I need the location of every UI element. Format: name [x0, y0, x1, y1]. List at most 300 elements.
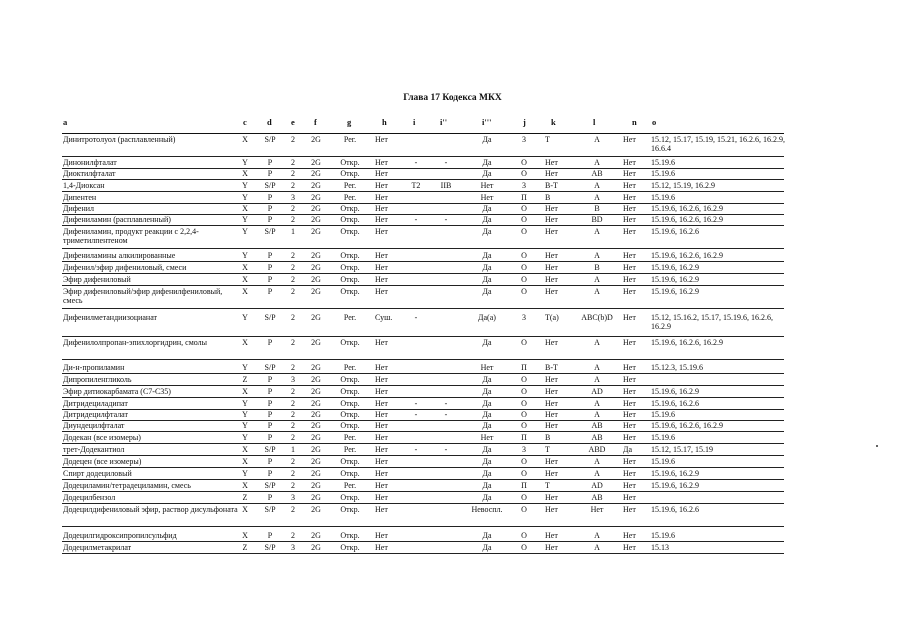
cell-d: P	[267, 251, 273, 260]
row-rule	[62, 248, 784, 249]
cell-g: Откр.	[340, 399, 360, 408]
cell-k: Нет	[545, 457, 558, 466]
cell-c: X	[242, 204, 248, 213]
cell-d: P	[267, 433, 273, 442]
cell-a: Дифениламин, продукт реакции с 2,2,4-триметилпентеном	[63, 227, 199, 245]
cell-e: 2	[291, 457, 295, 466]
cell-h: Суш.	[375, 313, 393, 322]
cell-h: Нет	[375, 135, 388, 144]
cell-o: 15.12, 15.17, 15.19	[651, 445, 713, 454]
cell-f: 2G	[311, 421, 321, 430]
cell-j: О	[521, 158, 527, 167]
cell-c: Y	[242, 313, 248, 322]
cell-j: О	[521, 399, 527, 408]
cell-d: P	[267, 469, 273, 478]
cell-g: Рег.	[343, 181, 357, 190]
cell-f: 2G	[311, 169, 321, 178]
cell-i2: IIВ	[440, 181, 452, 190]
cell-k: Нет	[545, 399, 558, 408]
cell-a: Дифенилолпропан-эпихлоргидрин, смолы	[63, 338, 208, 347]
cell-f: 2G	[311, 181, 321, 190]
cell-g: Рег.	[343, 433, 357, 442]
cell-n: Нет	[623, 505, 636, 514]
row-rule	[62, 308, 784, 309]
cell-a: Додекан (все изомеры)	[63, 433, 141, 442]
cell-h: Нет	[375, 505, 388, 514]
cell-i3: Да(а)	[478, 313, 496, 322]
cell-j: О	[521, 375, 527, 384]
cell-d: S/P	[264, 481, 276, 490]
cell-i: -	[414, 410, 418, 419]
cell-h: Нет	[375, 375, 388, 384]
cell-k: Нет	[545, 158, 558, 167]
cell-g: Откр.	[340, 338, 360, 347]
cell-f: 2G	[311, 399, 321, 408]
cell-k: Нет	[545, 287, 558, 296]
cell-e: 2	[291, 505, 295, 514]
cell-l: АВ	[591, 169, 603, 178]
cell-i: -	[414, 158, 418, 167]
cell-h: Нет	[375, 181, 388, 190]
cell-h: Нет	[375, 493, 388, 502]
cell-e: 2	[291, 387, 295, 396]
cell-g: Откр.	[340, 505, 360, 514]
cell-l: АВ	[591, 433, 603, 442]
cell-k: Т	[545, 135, 550, 144]
cell-i2: -	[444, 445, 448, 454]
cell-o: 15.19.6, 16.2.9	[651, 275, 699, 284]
cell-h: Нет	[375, 169, 388, 178]
cell-i2: -	[444, 158, 448, 167]
cell-d: P	[267, 375, 273, 384]
header-n: n	[632, 117, 637, 127]
cell-j: П	[521, 363, 527, 372]
cell-d: P	[267, 193, 273, 202]
cell-e: 2	[291, 313, 295, 322]
cell-f: 2G	[311, 505, 321, 514]
cell-d: P	[267, 531, 273, 540]
cell-g: Рег.	[343, 193, 357, 202]
cell-o: 15.12, 15.17, 15.19, 15.21, 16.2.6, 16.2.9, 16.6.4	[651, 135, 785, 153]
cell-c: X	[242, 338, 248, 347]
cell-k: Нет	[545, 275, 558, 284]
cell-g: Откр.	[340, 387, 360, 396]
row-rule	[62, 553, 784, 554]
cell-f: 2G	[311, 493, 321, 502]
cell-d: P	[267, 410, 273, 419]
cell-i3: Да	[482, 287, 492, 296]
cell-j: 3	[522, 181, 526, 190]
cell-e: 2	[291, 135, 295, 144]
cell-f: 2G	[311, 445, 321, 454]
cell-j: О	[521, 227, 527, 236]
cell-c: Y	[242, 469, 248, 478]
cell-h: Нет	[375, 445, 388, 454]
cell-g: Рег.	[343, 363, 357, 372]
row-rule	[62, 156, 784, 157]
cell-f: 2G	[311, 338, 321, 347]
cell-i3: Да	[482, 399, 492, 408]
cell-i3: Да	[482, 227, 492, 236]
cell-j: О	[521, 251, 527, 260]
cell-l: А	[594, 375, 600, 384]
cell-f: 2G	[311, 251, 321, 260]
cell-o: 15.19.6	[651, 158, 675, 167]
cell-e: 3	[291, 375, 295, 384]
cell-i3: Да	[482, 169, 492, 178]
cell-i: -	[414, 445, 418, 454]
cell-g: Откр.	[340, 287, 360, 296]
cell-e: 2	[291, 169, 295, 178]
cell-k: Нет	[545, 505, 558, 514]
cell-l: А	[594, 363, 600, 372]
cell-l: А	[594, 193, 600, 202]
cell-k: В-Т	[545, 363, 558, 372]
cell-g: Откр.	[340, 204, 360, 213]
cell-n: Нет	[623, 193, 636, 202]
cell-c: X	[242, 135, 248, 144]
cell-f: 2G	[311, 313, 321, 322]
cell-h: Нет	[375, 227, 388, 236]
cell-o: 15.19.6, 16.2.6, 16.2.9	[651, 338, 723, 347]
cell-j: О	[521, 457, 527, 466]
cell-d: P	[267, 204, 273, 213]
cell-c: X	[242, 263, 248, 272]
cell-n: Нет	[623, 457, 636, 466]
cell-f: 2G	[311, 375, 321, 384]
cell-k: Т	[545, 445, 550, 454]
cell-i3: Да	[482, 421, 492, 430]
cell-k: Нет	[545, 251, 558, 260]
cell-h: Нет	[375, 275, 388, 284]
header-g: g	[347, 117, 352, 127]
cell-e: 2	[291, 399, 295, 408]
cell-a: Спирт додециловый	[63, 469, 132, 478]
cell-f: 2G	[311, 193, 321, 202]
cell-e: 3	[291, 493, 295, 502]
cell-a: Додецилгидроксипропилсульфид	[63, 531, 177, 540]
cell-d: S/P	[264, 227, 276, 236]
cell-d: S/P	[264, 313, 276, 322]
cell-i3: Да	[482, 135, 492, 144]
cell-c: Y	[242, 181, 248, 190]
cell-o: 15.19.6, 16.2.6	[651, 399, 699, 408]
cell-e: 2	[291, 275, 295, 284]
row-rule	[62, 431, 784, 432]
cell-k: Т	[545, 481, 550, 490]
cell-j: О	[521, 387, 527, 396]
header-o: o	[652, 117, 657, 127]
cell-l: ABC(b)D	[581, 313, 613, 322]
row-rule	[62, 336, 784, 337]
cell-f: 2G	[311, 433, 321, 442]
cell-o: 15.19.6, 16.2.6	[651, 505, 699, 514]
cell-n: Нет	[623, 543, 636, 552]
cell-l: АВ	[591, 493, 603, 502]
row-rule	[62, 397, 784, 398]
cell-g: Рег.	[343, 481, 357, 490]
cell-i3: Нет	[480, 433, 494, 442]
cell-k: Нет	[545, 263, 558, 272]
cell-l: А	[594, 399, 600, 408]
cell-n: Нет	[623, 375, 636, 384]
cell-o: 15.19.6, 16.2.6, 16.2.9	[651, 421, 723, 430]
row-rule	[62, 479, 784, 480]
cell-g: Откр.	[340, 251, 360, 260]
cell-a: Додецилдифениловый эфир, раствор дисульфоната	[63, 505, 238, 514]
cell-j: О	[521, 338, 527, 347]
cell-h: Нет	[375, 481, 388, 490]
row-rule	[62, 273, 784, 274]
cell-j: П	[521, 481, 527, 490]
cell-d: P	[267, 387, 273, 396]
cell-j: П	[521, 193, 527, 202]
cell-k: Нет	[545, 375, 558, 384]
cell-c: X	[242, 445, 248, 454]
cell-n: Нет	[623, 215, 636, 224]
cell-d: P	[267, 215, 273, 224]
cell-h: Нет	[375, 338, 388, 347]
cell-g: Рег.	[343, 445, 357, 454]
cell-c: Y	[242, 363, 248, 372]
cell-o: 15.13	[651, 543, 669, 552]
cell-l: AD	[591, 387, 603, 396]
cell-l: АВ	[591, 421, 603, 430]
cell-c: X	[242, 505, 248, 514]
cell-n: Нет	[623, 169, 636, 178]
cell-l: А	[594, 287, 600, 296]
cell-n: Нет	[623, 481, 636, 490]
cell-j: О	[521, 204, 527, 213]
cell-c: X	[242, 531, 248, 540]
cell-g: Откр.	[340, 410, 360, 419]
cell-i3: Да	[482, 481, 492, 490]
cell-d: S/P	[264, 363, 276, 372]
cell-e: 2	[291, 287, 295, 296]
cell-c: Y	[242, 251, 248, 260]
cell-a: Додецилметакрилат	[63, 543, 132, 552]
cell-k: Нет	[545, 338, 558, 347]
cell-f: 2G	[311, 204, 321, 213]
cell-c: Y	[242, 421, 248, 430]
cell-i3: Да	[482, 387, 492, 396]
cell-j: О	[521, 169, 527, 178]
cell-i3: Да	[482, 410, 492, 419]
cell-j: О	[521, 469, 527, 478]
cell-a: Дипропиленгликоль	[63, 375, 132, 384]
cell-n: Нет	[623, 204, 636, 213]
cell-o: 15.12.3, 15.19.6	[651, 363, 703, 372]
cell-i3: Да	[482, 543, 492, 552]
cell-k: Нет	[545, 387, 558, 396]
cell-a: Дитридецилфталат	[63, 410, 129, 419]
cell-c: Y	[242, 193, 248, 202]
cell-f: 2G	[311, 275, 321, 284]
cell-o: 15.19.6, 16.2.9	[651, 469, 699, 478]
cell-f: 2G	[311, 469, 321, 478]
cell-c: Z	[242, 543, 248, 552]
cell-k: В-Т	[545, 181, 558, 190]
cell-g: Рег.	[343, 135, 357, 144]
cell-l: AD	[591, 481, 603, 490]
cell-j: О	[521, 263, 527, 272]
cell-h: Нет	[375, 421, 388, 430]
cell-k: Нет	[545, 531, 558, 540]
cell-k: Нет	[545, 215, 558, 224]
cell-a: трет-Додекантиол	[63, 445, 125, 454]
cell-a: Дифенил	[63, 204, 95, 213]
row-rule	[62, 373, 784, 374]
cell-d: P	[267, 399, 273, 408]
cell-e: 2	[291, 263, 295, 272]
cell-o: 15.19.6, 16.2.9	[651, 263, 699, 272]
cell-j: О	[521, 493, 527, 502]
header-j: j	[523, 117, 526, 127]
row-rule	[62, 526, 784, 527]
cell-a: Динонилфталат	[63, 158, 117, 167]
cell-c: X	[242, 287, 248, 296]
cell-l: А	[594, 469, 600, 478]
cell-a: Додециламин/тетрадециламин, смесь	[63, 481, 191, 490]
cell-l: BD	[591, 215, 603, 224]
page-title: Глава 17 Кодекса МКХ	[403, 93, 502, 103]
cell-l: А	[594, 158, 600, 167]
cell-d: P	[267, 287, 273, 296]
cell-h: Нет	[375, 158, 388, 167]
cell-o: 15.19.6	[651, 410, 675, 419]
cell-c: Y	[242, 227, 248, 236]
cell-g: Откр.	[340, 227, 360, 236]
cell-n: Нет	[623, 493, 636, 502]
cell-i: Т2	[411, 181, 421, 190]
cell-k: Нет	[545, 169, 558, 178]
cell-f: 2G	[311, 457, 321, 466]
row-rule	[62, 179, 784, 180]
cell-j: О	[521, 215, 527, 224]
cell-j: 3	[522, 135, 526, 144]
cell-l: А	[594, 275, 600, 284]
cell-c: Z	[242, 493, 248, 502]
cell-a: Дифенилметандиизоцианат	[63, 313, 158, 322]
header-l: l	[593, 117, 596, 127]
cell-e: 2	[291, 251, 295, 260]
cell-f: 2G	[311, 543, 321, 552]
header-e: e	[291, 117, 295, 127]
cell-e: 2	[291, 421, 295, 430]
cell-n: Нет	[623, 338, 636, 347]
cell-f: 2G	[311, 387, 321, 396]
row-rule	[62, 503, 784, 504]
cell-k: Нет	[545, 543, 558, 552]
cell-n: Нет	[623, 433, 636, 442]
cell-e: 2	[291, 469, 295, 478]
cell-a: Диундецилфталат	[63, 421, 125, 430]
cell-c: Y	[242, 215, 248, 224]
cell-a: Додецен (все изомеры)	[63, 457, 142, 466]
cell-k: Нет	[545, 493, 558, 502]
cell-f: 2G	[311, 263, 321, 272]
cell-l: ABD	[588, 445, 606, 454]
cell-o: 15.19.6, 16.2.9	[651, 387, 699, 396]
cell-l: В	[594, 204, 600, 213]
cell-l: А	[594, 338, 600, 347]
cell-d: P	[267, 158, 273, 167]
cell-l: А	[594, 457, 600, 466]
cell-i3: Да	[482, 263, 492, 272]
cell-k: Нет	[545, 421, 558, 430]
cell-d: P	[267, 169, 273, 178]
cell-h: Нет	[375, 287, 388, 296]
cell-n: Нет	[623, 227, 636, 236]
cell-o: 15.19.6	[651, 457, 675, 466]
cell-n: Нет	[623, 531, 636, 540]
cell-e: 2	[291, 158, 295, 167]
cell-h: Нет	[375, 263, 388, 272]
cell-j: О	[521, 505, 527, 514]
cell-g: Откр.	[340, 457, 360, 466]
cell-a: Эфир дифениловый	[63, 275, 131, 284]
cell-e: 1	[291, 445, 295, 454]
cell-l: А	[594, 135, 600, 144]
cell-h: Нет	[375, 215, 388, 224]
cell-e: 2	[291, 215, 295, 224]
cell-f: 2G	[311, 410, 321, 419]
cell-j: П	[521, 433, 527, 442]
row-rule	[62, 285, 784, 286]
header-c: c	[243, 117, 247, 127]
cell-a: Диоктилфталат	[63, 169, 116, 178]
cell-d: S/P	[264, 135, 276, 144]
cell-h: Нет	[375, 399, 388, 408]
cell-i3: Невоспл.	[471, 505, 503, 514]
cell-e: 2	[291, 531, 295, 540]
cell-i2: -	[444, 215, 448, 224]
cell-c: X	[242, 457, 248, 466]
cell-h: Нет	[375, 363, 388, 372]
cell-a: Дитридециладипат	[63, 399, 128, 408]
cell-k: В	[545, 433, 551, 442]
cell-d: P	[267, 493, 273, 502]
cell-n: Нет	[623, 399, 636, 408]
cell-l: А	[594, 543, 600, 552]
cell-c: Y	[242, 410, 248, 419]
row-rule	[62, 359, 784, 360]
cell-i3: Да	[482, 457, 492, 466]
cell-g: Откр.	[340, 263, 360, 272]
cell-e: 1	[291, 227, 295, 236]
cell-e: 2	[291, 481, 295, 490]
cell-c: X	[242, 275, 248, 284]
cell-i: -	[414, 215, 418, 224]
header-i: i	[413, 117, 416, 127]
cell-o: 15.12, 15.16.2, 15.17, 15.19.6, 16.2.6, 16.2.9	[651, 313, 773, 331]
cell-j: О	[521, 543, 527, 552]
cell-n: Нет	[623, 181, 636, 190]
cell-l: А	[594, 181, 600, 190]
row-rule	[62, 443, 784, 444]
cell-i: -	[414, 399, 418, 408]
cell-d: S/P	[264, 445, 276, 454]
cell-o: 15.19.6	[651, 169, 675, 178]
cell-d: S/P	[264, 543, 276, 552]
cell-g: Откр.	[340, 421, 360, 430]
cell-n: Нет	[623, 421, 636, 430]
cell-g: Откр.	[340, 169, 360, 178]
cell-i: -	[414, 313, 418, 322]
cell-i3: Да	[482, 493, 492, 502]
cell-d: P	[267, 457, 273, 466]
cell-d: P	[267, 263, 273, 272]
